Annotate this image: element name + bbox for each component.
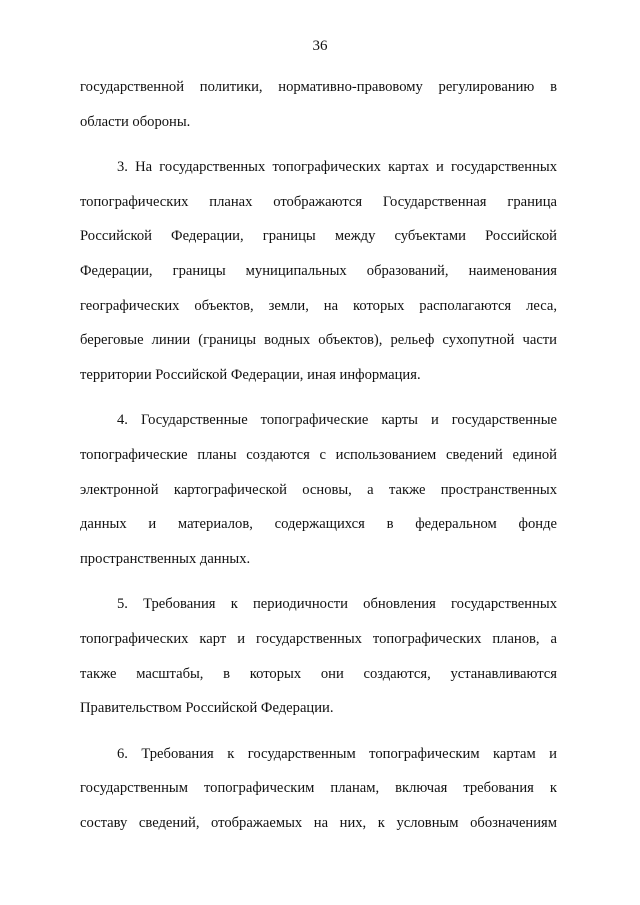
text-line: электронной картографической основы, а также пространственных xyxy=(80,481,557,498)
text-line: пространственных данных. xyxy=(80,550,251,567)
text-line: Правительством Российской Федерации. xyxy=(80,700,334,717)
page-number: 36 xyxy=(312,38,328,54)
text-line: также масштабы, в которых они создаются, устанавливаются xyxy=(80,665,557,682)
document-body xyxy=(80,70,557,851)
text-line: 5. Требования к периодичности обновления государственных xyxy=(117,596,557,613)
paragraph-item-4 xyxy=(80,403,557,576)
text-line: 6. Требования к государственным топографическим картам и xyxy=(117,745,557,762)
text-line: государственной политики, нормативно-правовому регулированию в xyxy=(80,79,557,95)
text-line: топографических карт и государственных топографических планов, а xyxy=(80,630,557,647)
text-line: географических объектов, земли, на которых располагаются леса, xyxy=(80,297,557,314)
text-line: Российской Федерации, границы между субъектами Российской xyxy=(80,228,557,245)
text-line: топографических планах отображаются Государственная граница xyxy=(80,193,557,210)
text-line: 4. Государственные топографические карты и государственные xyxy=(117,412,557,429)
text-line: составу сведений, отображаемых на них, к условным обозначениям xyxy=(80,814,557,831)
paragraph-item-3 xyxy=(80,150,557,392)
text-line: государственным топографическим планам, включая требования к xyxy=(80,780,557,797)
text-line: топографические планы создаются с использованием сведений единой xyxy=(80,446,557,463)
text-line: данных и материалов, содержащихся в федеральном фонде xyxy=(80,516,557,533)
text-line: Федерации, границы муниципальных образований, наименования xyxy=(80,262,557,279)
text-line: территории Российской Федерации, иная информация. xyxy=(80,366,421,383)
paragraph-item-5 xyxy=(80,587,557,725)
text-line: береговые линии (границы водных объектов), рельеф сухопутной части xyxy=(80,332,557,349)
paragraph-continuation xyxy=(80,70,557,139)
text-line: области обороны. xyxy=(80,113,191,130)
paragraph-item-6 xyxy=(80,737,557,841)
text-line: 3. На государственных топографических картах и государственных xyxy=(117,159,557,176)
